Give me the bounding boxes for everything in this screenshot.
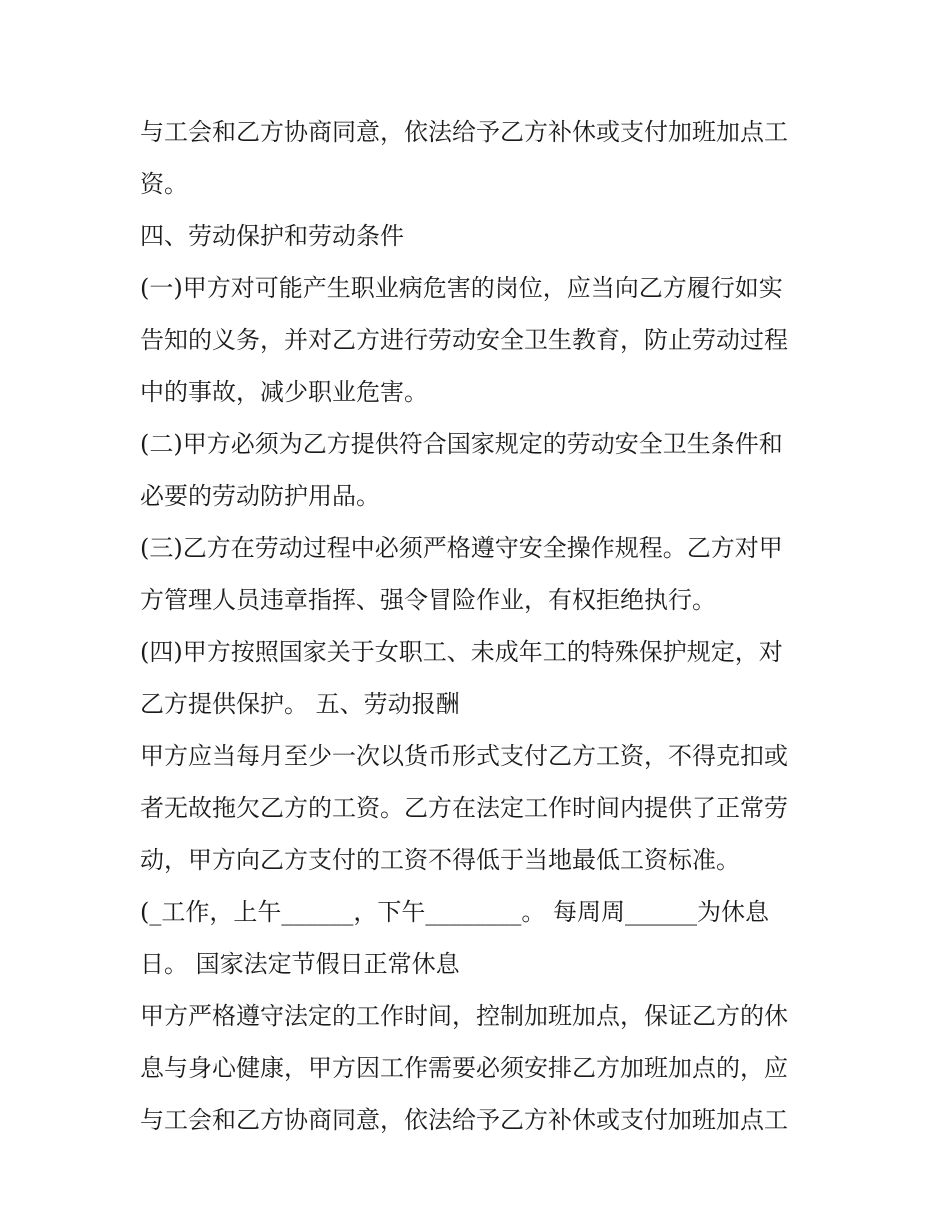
text-line: (四)甲方按照国家关于女职工、未成年工的特殊保护规定，对 <box>140 638 783 666</box>
text-line: 日。 国家法定节假日正常休息 <box>140 950 460 978</box>
text-line: 与工会和乙方协商同意，依法给予乙方补休或支付加班加点工 <box>140 1106 788 1134</box>
text-line: (一)甲方对可能产生职业病危害的岗位，应当向乙方履行如实 <box>140 274 783 302</box>
text-line: 与工会和乙方协商同意，依法给予乙方补休或支付加班加点工 <box>140 118 788 146</box>
document-body <box>140 106 830 1146</box>
text-line: 动，甲方向乙方支付的工资不得低于当地最低工资标准。 <box>140 846 740 874</box>
text-line: 中的事故，减少职业危害。 <box>140 378 428 406</box>
text-line: (_工作，上午______，下午________。 每周周______为休息 <box>140 898 769 926</box>
text-line: 乙方提供保护。 五、劳动报酬 <box>140 690 460 718</box>
text-line: 资。 <box>140 170 188 198</box>
text-line: 告知的义务，并对乙方进行劳动安全卫生教育，防止劳动过程 <box>140 326 788 354</box>
text-line: 者无故拖欠乙方的工资。乙方在法定工作时间内提供了正常劳 <box>140 794 788 822</box>
text-line: 息与身心健康，甲方因工作需要必须安排乙方加班加点的，应 <box>140 1054 788 1082</box>
text-line: (二)甲方必须为乙方提供符合国家规定的劳动安全卫生条件和 <box>140 430 783 458</box>
text-line: 必要的劳动防护用品。 <box>140 482 380 510</box>
section-heading: 四、劳动保护和劳动条件 <box>140 222 404 250</box>
text-line: 方管理人员违章指挥、强令冒险作业，有权拒绝执行。 <box>140 586 716 614</box>
text-line: (三)乙方在劳动过程中必须严格遵守安全操作规程。乙方对甲 <box>140 534 783 562</box>
text-line: 甲方应当每月至少一次以货币形式支付乙方工资，不得克扣或 <box>140 742 788 770</box>
text-line: 甲方严格遵守法定的工作时间，控制加班加点，保证乙方的休 <box>140 1002 788 1030</box>
